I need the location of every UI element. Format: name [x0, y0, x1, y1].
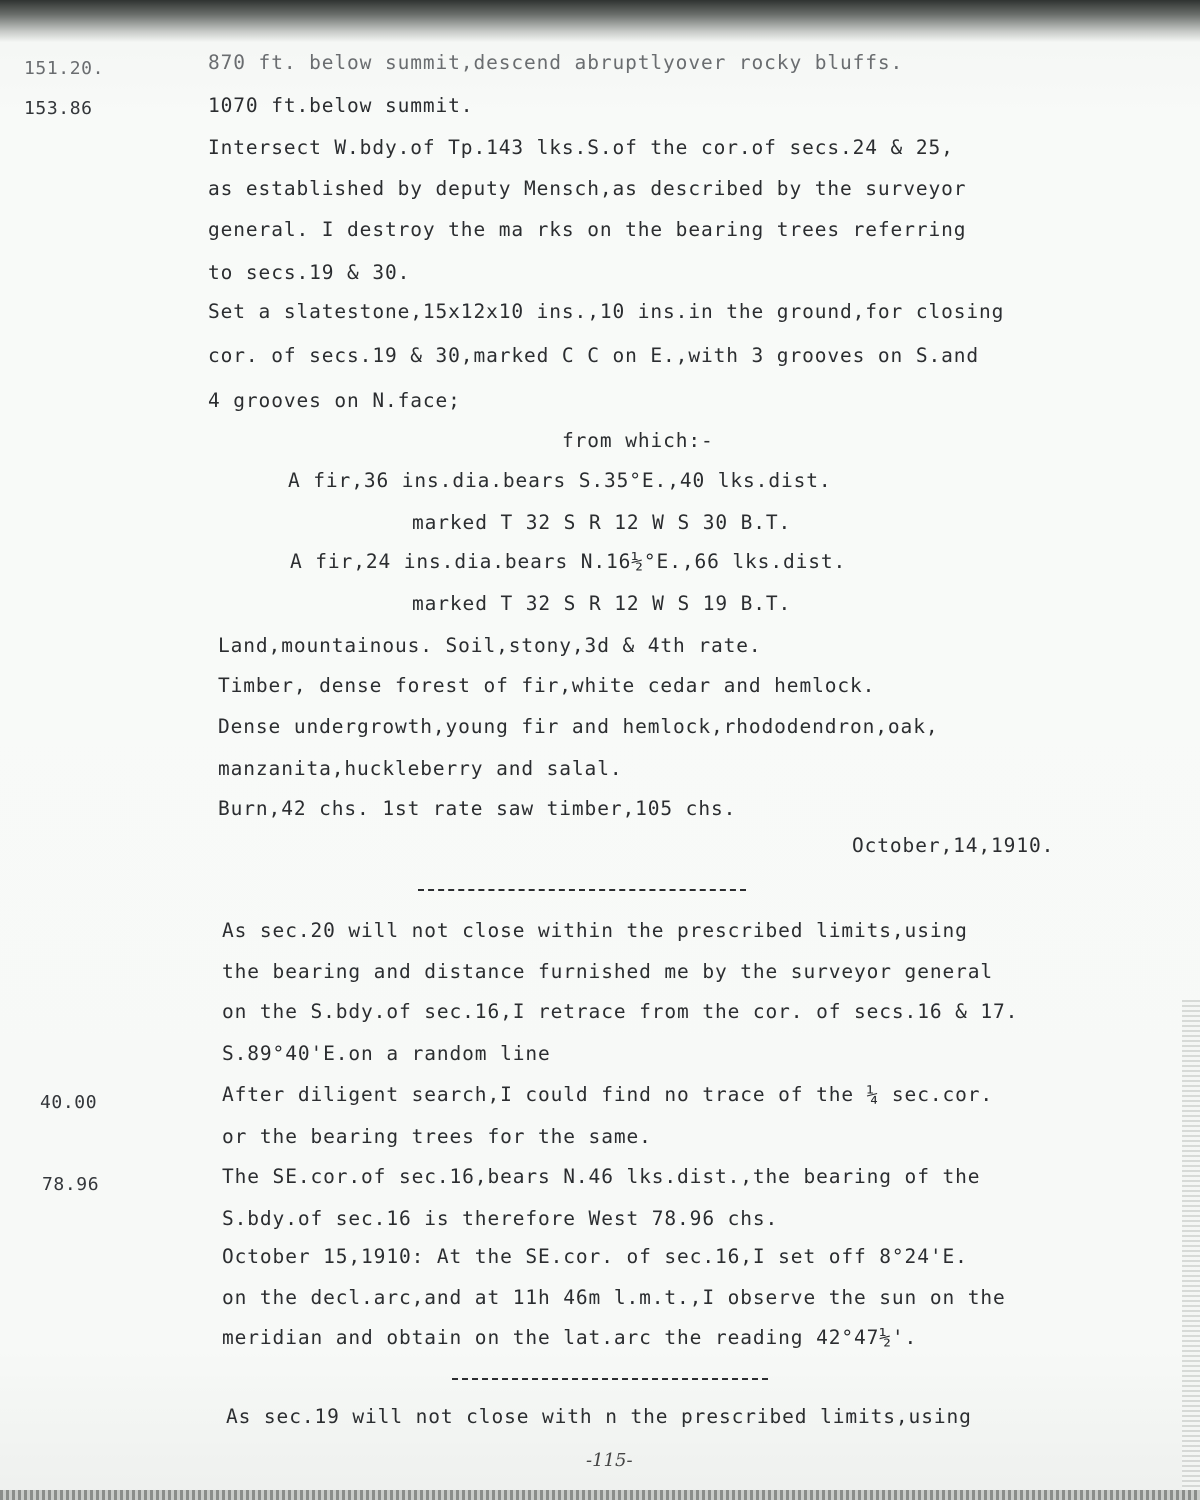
text-line: S.bdy.of sec.16 is therefore West 78.96 chs. [222, 1207, 779, 1230]
text-line: 1070 ft.below summit. [208, 94, 474, 117]
text-line: A fir,24 ins.dia.bears N.16½°E.,66 lks.dist. [290, 550, 847, 573]
text-line: Dense undergrowth,young fir and hemlock,rhododendron,oak, [218, 715, 939, 738]
margin-note: 78.96 [42, 1174, 100, 1195]
text-line: from which:- [562, 429, 714, 452]
text-line: cor. of secs.19 & 30,marked C C on E.,with 3 grooves on S.and [208, 344, 980, 367]
text-line: Burn,42 chs. 1st rate saw timber,105 chs. [218, 797, 737, 820]
page-top-shadow [0, 0, 1200, 42]
page-right-edge [1182, 1000, 1200, 1500]
text-line: manzanita,huckleberry and salal. [218, 757, 623, 780]
text-line: As sec.19 will not close with n the prescribed limits,using [226, 1405, 972, 1428]
text-line: or the bearing trees for the same. [222, 1125, 652, 1148]
text-line: Intersect W.bdy.of Tp.143 lks.S.of the cor.of secs.24 & 25, [208, 136, 954, 159]
text-line: general. I destroy the ma rks on the bearing trees referring [208, 218, 967, 241]
text-line: as established by deputy Mensch,as described by the surveyor [208, 177, 967, 200]
text-line: meridian and obtain on the lat.arc the reading 42°47½'. [222, 1326, 918, 1349]
text-line: to secs.19 & 30. [208, 261, 411, 284]
text-line: The SE.cor.of sec.16,bears N.46 lks.dist.,the bearing of the [222, 1165, 981, 1188]
text-line: marked T 32 S R 12 W S 19 B.T. [412, 592, 792, 615]
text-line: marked T 32 S R 12 W S 30 B.T. [412, 511, 792, 534]
margin-note: 40.00 [40, 1092, 98, 1113]
text-line: October,14,1910. [852, 834, 1055, 857]
page-number: -115- [586, 1450, 633, 1471]
text-line: on the S.bdy.of sec.16,I retrace from the cor. of secs.16 & 17. [222, 1000, 1019, 1023]
text-line: Timber, dense forest of fir,white cedar and hemlock. [218, 674, 876, 697]
section-divider [452, 1378, 768, 1380]
text-line: 870 ft. below summit,descend abruptlyover rocky bluffs. [208, 51, 904, 74]
text-line: Land,mountainous. Soil,stony,3d & 4th rate. [218, 634, 762, 657]
text-line: 4 grooves on N.face; [208, 389, 461, 412]
margin-note: 153.86 [24, 98, 93, 119]
text-line: on the decl.arc,and at 11h 46m l.m.t.,I observe the sun on the [222, 1286, 1006, 1309]
section-divider [418, 889, 746, 891]
margin-note: 151.20. [24, 58, 105, 79]
text-line: As sec.20 will not close within the prescribed limits,using [222, 919, 968, 942]
text-line: A fir,36 ins.dia.bears S.35°E.,40 lks.dist. [288, 469, 832, 492]
page-bottom-edge [0, 1490, 1200, 1500]
text-line: October 15,1910: At the SE.cor. of sec.16,I set off 8°24'E. [222, 1245, 968, 1268]
text-line: After diligent search,I could find no trace of the ¼ sec.cor. [222, 1083, 994, 1106]
text-line: S.89°40'E.on a random line [222, 1042, 551, 1065]
text-line: Set a slatestone,15x12x10 ins.,10 ins.in the ground,for closing [208, 300, 1005, 323]
text-line: the bearing and distance furnished me by the surveyor general [222, 960, 994, 983]
